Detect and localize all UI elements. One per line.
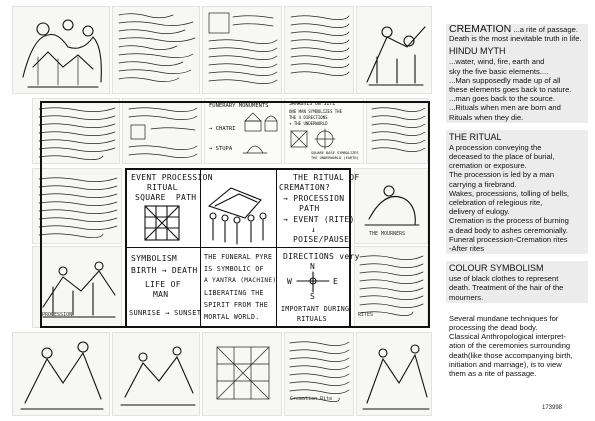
sketch-funeral-pyre-drawing — [201, 170, 277, 248]
section-the-ritual — [446, 130, 588, 254]
central-sketch-panel — [125, 168, 360, 328]
the-ritual-heading: THE RITUAL — [449, 131, 502, 142]
caption-mourners: THE MOURNERS — [369, 231, 406, 237]
samadhis-line-2: THE 4 DIRECTIONS — [289, 115, 328, 120]
sketch-tile-procession-figures — [356, 6, 432, 94]
closing-line-4: ation of the ceremonies surrounding — [449, 341, 571, 351]
hindu-myth-line-1: ...water, wind, fire, earth and — [449, 57, 545, 67]
the-ritual-line-5: carrying a firebrand. — [449, 179, 517, 189]
caption-cremation-rite: Cremation Rite — [290, 396, 333, 402]
symbolism-line-2: BIRTH → DEATH — [131, 266, 198, 275]
the-ritual-line-8: delivery of eulogy. — [449, 207, 510, 217]
directions-south: S — [310, 292, 316, 301]
closing-line-1: Several mundane techniques for — [449, 313, 559, 323]
caption-procession: PROCESSION — [42, 312, 73, 318]
colour-symbolism-heading: COLOUR SYMBOLISM — [449, 263, 544, 274]
ritual-cremation-line-6: ↓ — [311, 225, 317, 234]
colour-symbolism-line-2: death. Treatment of the hair of the — [449, 283, 564, 293]
the-ritual-line-1: A procession conveying the — [449, 142, 542, 152]
ritual-cremation-line-2: CREMATION? — [279, 183, 331, 192]
closing-line-6: initiation and marriage), is to view — [449, 359, 562, 369]
directions-north: N — [310, 262, 316, 271]
colour-symbolism-line-3: mourners. — [449, 292, 484, 302]
the-ritual-line-9: Cremation is the process of burning — [449, 216, 569, 226]
the-ritual-line-3: cremation or exposure. — [449, 161, 527, 171]
funeral-pyre-line-1: THE FUNERAL PYRE — [204, 253, 273, 261]
symbolism-line-3: LIFE OF — [145, 280, 181, 289]
caption-rites: RITES — [358, 312, 374, 318]
symbolism-line-5: SUNRISE → SUNSET — [129, 309, 202, 317]
funerary-chatri: → CHATRI — [209, 126, 236, 132]
hindu-myth-line-6: ...Rituals when men are born and — [449, 103, 561, 113]
sketch-directions — [277, 248, 360, 326]
directions-line-1: DIRECTIONS very — [283, 252, 360, 261]
hindu-myth-heading: HINDU MYTH — [449, 46, 506, 57]
hindu-myth-line-5: ...man goes back to the source. — [449, 94, 555, 104]
closing-line-7: them as a rite of passage. — [449, 369, 537, 379]
hindu-myth-line-2: sky the five basic elements.... — [449, 66, 549, 76]
ritual-cremation-line-1: THE RITUAL OF — [293, 173, 360, 182]
ritual-cremation-line-3: → PROCESSION — [283, 194, 345, 203]
the-ritual-line-4: The procession is led by a man — [449, 170, 555, 180]
samadhis-line-3: + THE UNDERWORLD — [289, 121, 328, 126]
sketch-tile-notes-4 — [122, 98, 202, 164]
samadhis-line-1: ONE MAN SYMBOLIZES THE — [289, 109, 342, 114]
section-colour-symbolism — [446, 261, 588, 303]
symbolism-line-1: SYMBOLISM — [131, 254, 178, 263]
cremation-title: CREMATION — [449, 23, 512, 35]
cremation-title-suffix: ...a rite of passage. — [513, 25, 578, 34]
sketch-ritual-of-cremation — [277, 170, 360, 248]
colour-symbolism-line-1: use of black clothes to represent — [449, 274, 559, 284]
sketch-tile-notes-6 — [32, 168, 122, 244]
sketch-symbolism — [127, 248, 201, 326]
symbolism-line-4: MAN — [153, 290, 169, 299]
funerary-title: FUNERARY MONUMENTS — [209, 103, 269, 109]
text-column — [446, 24, 588, 386]
closing-line-5: death(like those accompanying birth, — [449, 350, 573, 360]
ritual-cremation-line-7: POISE/PAUSE — [293, 235, 350, 244]
sketch-tile-funerary-monuments — [204, 98, 282, 164]
sketch-tile-notes-5 — [366, 98, 428, 164]
sketch-tile-mourners-crowd — [12, 6, 110, 94]
sketch-tile-figures-left — [12, 332, 110, 416]
sketch-tile-figures-right — [356, 332, 432, 416]
sketch-tile-samadhis — [284, 98, 364, 164]
funeral-pyre-line-4: LIBERATING THE — [204, 289, 264, 297]
the-ritual-line-2: deceased to the place of burial, — [449, 152, 555, 162]
event-procession-line-1: EVENT PROCESSION — [131, 173, 213, 182]
reference-number: 173998 — [542, 405, 563, 411]
hindu-myth-line-7: Rituals when they die. — [449, 112, 524, 122]
sketch-tile-figures-2 — [112, 332, 200, 416]
samadhis-line-5: THE UNDERWORLD (EARTH) — [311, 156, 359, 160]
the-ritual-line-10: a dead body to ashes ceremonially. — [449, 225, 568, 235]
directions-line-6: IMPORTANT DURING — [281, 305, 350, 313]
event-procession-line-2: RITUAL — [147, 183, 178, 192]
directions-west: W — [287, 277, 293, 286]
samadhis-line-4: SQUARE BASE SYMBOLIZES — [311, 151, 359, 155]
hindu-myth-line-3: ...Man supposedly made up of all — [449, 75, 561, 85]
sketch-tile-notes-2 — [284, 6, 354, 94]
closing-line-2: processing the dead body. — [449, 323, 538, 333]
sketch-tile-grid-diagram — [202, 332, 282, 416]
funeral-pyre-line-3: A YANTRA (MACHINE) — [204, 277, 277, 284]
sketch-tile-ritual-notes — [202, 6, 282, 94]
ritual-cremation-line-5: → EVENT (RITE) — [283, 215, 355, 224]
section-cremation — [446, 24, 588, 123]
ritual-cremation-line-4: PATH — [299, 204, 320, 213]
hindu-myth-line-4: these elements goes back to nature. — [449, 85, 572, 95]
sketch-event-procession — [127, 170, 213, 248]
sketch-tile-notes-3 — [32, 98, 120, 164]
sketch-tile-mourners — [354, 168, 428, 244]
event-procession-line-3: SQUARE PATH — [135, 193, 197, 202]
the-ritual-line-6: Wakes, processions, tolling of bells, — [449, 188, 570, 198]
the-ritual-line-7: celebration of relegious rite, — [449, 198, 543, 208]
funeral-pyre-line-5: SPIRIT FROM THE — [204, 301, 269, 309]
sketch-board — [12, 6, 432, 416]
the-ritual-line-12: -After rites — [449, 244, 485, 254]
the-ritual-line-11: Funeral procession-Cremation rites — [449, 234, 568, 244]
cremation-line: Death is the most inevitable truth in life. — [449, 34, 582, 44]
directions-line-7: RITUALS — [297, 315, 327, 323]
sketch-funeral-pyre-text — [201, 248, 277, 326]
directions-east: E — [333, 277, 339, 286]
sketch-tile-notes-1 — [112, 6, 200, 94]
funeral-pyre-line-6: MORTAL WORLD. — [204, 313, 260, 321]
closing-line-3: Classical Anthropological interpret- — [449, 332, 566, 342]
sketch-tile-notes-8 — [284, 332, 354, 416]
funerary-stupa: → STUPA — [209, 146, 233, 152]
funeral-pyre-line-2: IS SYMBOLIC OF — [204, 265, 264, 273]
section-closing — [446, 313, 588, 379]
samadhis-title: SAMADHIS ON SITE — [289, 102, 336, 107]
